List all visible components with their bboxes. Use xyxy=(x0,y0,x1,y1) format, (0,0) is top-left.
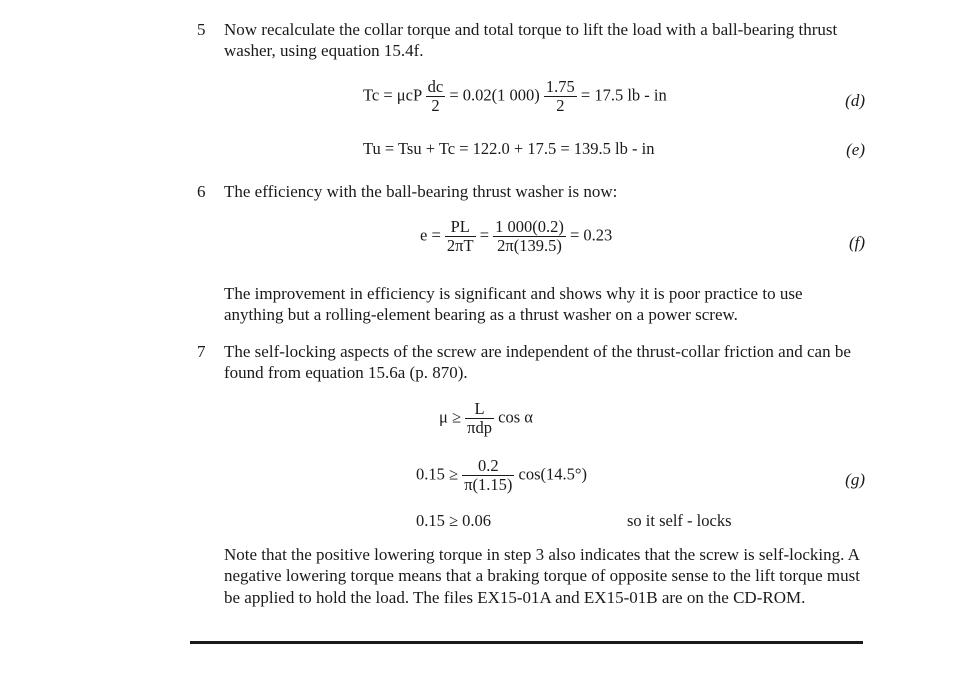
equation-d-frac1-den: 2 xyxy=(426,96,446,115)
equation-f-fraction-1 xyxy=(445,218,476,255)
equation-g2-fraction xyxy=(462,457,514,494)
step-6-text: The efficiency with the ball-bearing thrust washer is now: xyxy=(224,182,618,201)
equation-g-result: 0.15 ≥ 0.06 xyxy=(416,511,492,530)
equation-e-label: (e) xyxy=(846,140,865,159)
equation-f-frac2-num: 1 000(0.2) xyxy=(495,217,564,236)
equation-g-substituted xyxy=(416,457,587,494)
equation-g1-rhs: cos α xyxy=(498,407,533,427)
bottom-rule xyxy=(190,641,863,644)
equation-f-frac2-den: 2π(139.5) xyxy=(493,236,566,255)
step-5-number: 5 xyxy=(197,20,206,39)
equation-d-lhs: Tc = μcP xyxy=(363,85,422,105)
equation-g-inequality xyxy=(439,400,533,437)
equation-g1-lhs: μ ≥ xyxy=(439,407,462,427)
equation-f xyxy=(420,218,612,255)
equation-d-mid: = 0.02(1 000) xyxy=(449,85,540,105)
equation-g-label: (g) xyxy=(845,470,865,489)
step-7-number: 7 xyxy=(197,342,206,361)
equation-f-fraction-2 xyxy=(493,218,566,255)
equation-g2-lhs: 0.15 ≥ xyxy=(416,464,459,484)
equation-g2-rhs: cos(14.5°) xyxy=(518,464,587,484)
equation-g2-frac-den: π(1.15) xyxy=(464,475,513,495)
equation-f-label: (f) xyxy=(848,233,865,252)
equation-e: Tu = Tsu + Tc = 122.0 + 17.5 = 139.5 lb - in xyxy=(363,139,655,158)
equation-d-label: (d) xyxy=(845,91,865,110)
self-locks-note: so it self - locks xyxy=(627,511,732,530)
equation-g2-frac-num: 0.2 xyxy=(477,456,499,475)
equation-g1-frac-num: L xyxy=(474,399,485,418)
equation-g1-frac-den: πdp xyxy=(467,418,492,438)
equation-d xyxy=(363,78,667,115)
equation-d-frac1-num: dc xyxy=(427,77,444,96)
equation-d-rhs: = 17.5 lb - in xyxy=(580,85,667,105)
equation-f-lhs: e = xyxy=(420,225,441,245)
step-6-number: 6 xyxy=(197,182,206,201)
equation-d-fraction-2 xyxy=(544,78,577,115)
equation-f-frac1-den: 2πT xyxy=(446,236,474,256)
efficiency-paragraph: The improvement in efficiency is significant and shows why it is poor practice to use anything but a rolling-element bearing as a thrust washer on a power screw. xyxy=(224,284,803,325)
equation-f-rhs: = 0.23 xyxy=(570,225,613,245)
step-5-text: Now recalculate the collar torque and total torque to lift the load with a ball-bearing thrust washer, using equation 15.4f. xyxy=(224,20,838,61)
equation-d-fraction-1 xyxy=(426,78,446,115)
equation-f-frac1-num: PL xyxy=(450,217,470,236)
equation-f-equals: = xyxy=(479,225,489,245)
equation-g1-fraction xyxy=(465,400,494,437)
step-7-text: The self-locking aspects of the screw are independent of the thrust-collar friction and can be found from equation 15.6a (p. 870). xyxy=(224,342,851,383)
equation-d-frac2-den: 2 xyxy=(544,96,577,115)
equation-d-frac2-num: 1.75 xyxy=(545,77,575,96)
closing-note: Note that the positive lowering torque in step 3 also indicates that the screw is self-locking. A negative lowering torque means that a braking torque of opposite sense to the lift torque must be applied to hold the load. The files EX15-01A and EX15-01B are on the CD-ROM. xyxy=(224,545,860,607)
